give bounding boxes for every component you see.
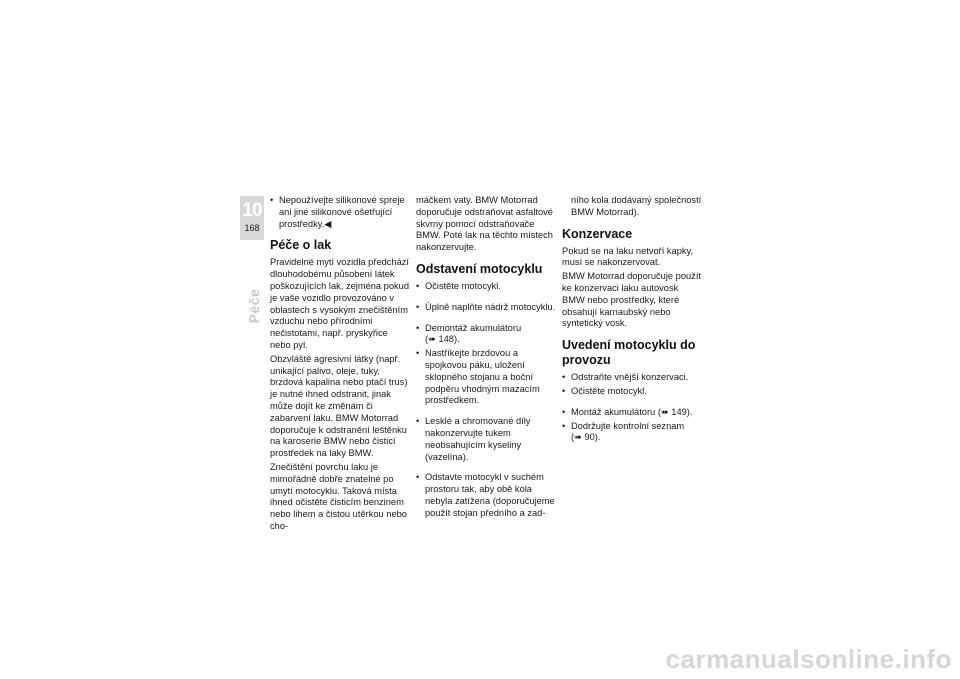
watermark: carmanualsonline.info <box>665 644 952 674</box>
list-item-text: Demontáž akumulátoru <box>425 322 522 333</box>
heading-uvedeni-do-provozu: Uvedení motocyklu do provozu <box>562 338 696 368</box>
list-item: • Nastříkejte brzdovou a spojkovou páku, uložení sklopného stojanu a boční podpěru vhodným mazacím prostředkem. <box>416 348 556 407</box>
paragraph: BMW Motorrad doporučuje použít ke konzervaci laku autovosk BMW nebo prostředky, které obsahují karnaubský nebo syntetický vosk. <box>562 271 701 329</box>
list-item: • Očistěte motocykl. <box>416 281 556 293</box>
paragraph: máčkem vaty. BMW Motorrad doporučuje odstraňovat asfaltové skvrny pomocí odstraňovače BMW. Poté lak na těchto místech nakonzervujte. <box>416 195 553 253</box>
list-item: • Montáž akumulátoru (➠ 149). <box>562 407 702 419</box>
chapter-number: 10 <box>242 200 262 221</box>
bullet-list <box>562 372 702 444</box>
column-2 <box>416 195 556 522</box>
list-item: • Odstavte motocykl v suchém prostoru tak, aby obě kola nebyla zatížena (doporučujeme použít stojan předního a zad- <box>416 472 556 519</box>
list-item-text: Dodržujte kontrolní seznam <box>571 420 685 431</box>
list-item: • Odstraňte vnější konzervaci. <box>562 372 702 384</box>
list-item <box>416 323 556 347</box>
paragraph: Pravidelné mytí vozidla předchází dlouhodobému působení látek poškozujících lak, zejména pokud je vaše vozidlo provozováno v oblastech s vysokým znečištěním vzduchu nebo přírodními nečistotami, např. pryskyřice nebo pyl. <box>270 257 410 350</box>
chapter-tab <box>240 196 264 240</box>
list-item: • Úplně naplňte nádrž motocyklu. <box>416 302 556 314</box>
paragraph: ního kola dodávaný společností BMW Motorrad). <box>571 195 702 217</box>
paragraph: Pokud se na laku netvoří kapky, musí se nakonzervovat. <box>562 245 694 268</box>
paragraph: Obzvláště agresivní látky (např. unikající palivo, oleje, tuky, brzdová kapalina nebo ptačí trus) je nutné ihned odstranit, jinak může dojít ke změnám či zabarvení laku. BMW Motorrad doporučuje k odstranění leštěnku na karoserie BMW nebo čisticí prostředek na laky BMW. <box>270 353 408 459</box>
page-number: 168 <box>244 223 260 233</box>
heading-odstaveni-motocyklu: Odstavení motocyklu <box>416 261 543 276</box>
chapter-title: Péče <box>246 288 262 324</box>
list-item <box>562 421 702 445</box>
page-reference[interactable]: (➠ 148). <box>425 334 460 345</box>
list-item: • Lesklé a chromované díly nakonzervujte tukem neobsahujícím kyseliny (vazelína). <box>416 416 556 463</box>
page-reference[interactable]: (➠ 90). <box>571 432 601 443</box>
paragraph: Znečištění povrchu laku je mimořádně dobře znatelné po umytí motocyklu. Taková místa ihned očistěte čisticím benzinem nebo lihem a čistou utěrkou nebo cho- <box>270 461 407 531</box>
heading-pece-o-lak: Péče o lak <box>270 238 332 253</box>
list-item: • Očistěte motocykl. <box>562 386 702 398</box>
heading-konzervace: Konzervace <box>562 226 633 241</box>
list-item: • Nepoužívejte silikonové spreje ani jiné silikonové ošetřující prostředky.◀ <box>270 195 410 230</box>
bullet-list <box>416 281 556 520</box>
column-1 <box>270 195 410 535</box>
column-3 <box>562 195 702 446</box>
bullet-list <box>270 195 410 230</box>
